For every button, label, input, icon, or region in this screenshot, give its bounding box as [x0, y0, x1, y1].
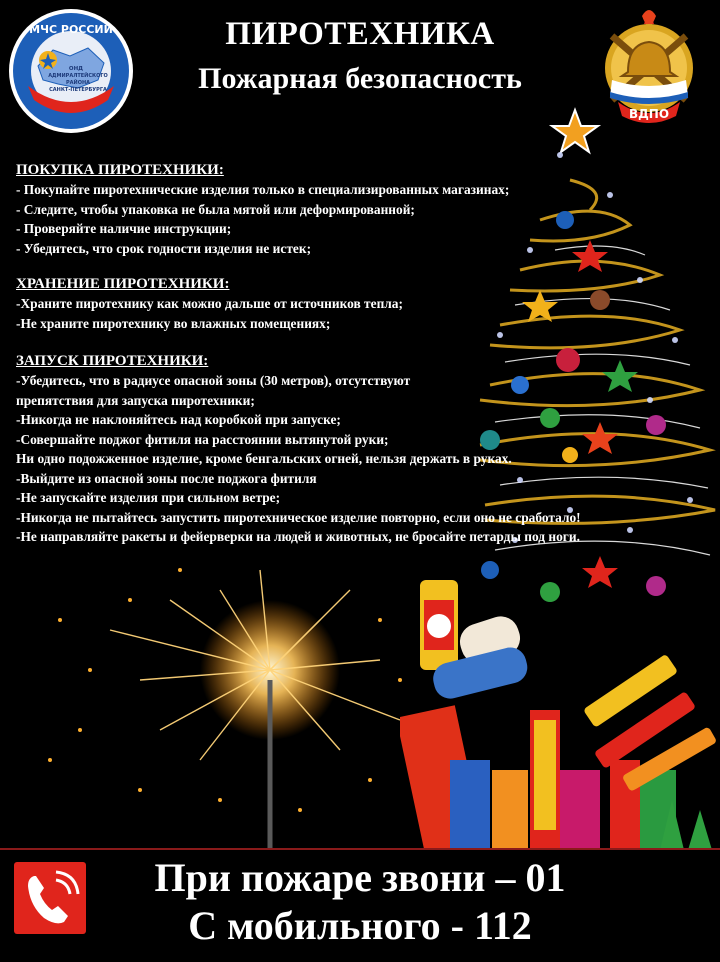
page-subtitle: Пожарная безопасность	[198, 62, 522, 95]
emblem-right-text: ВДПО	[628, 107, 670, 121]
safety-rules	[16, 160, 716, 547]
mchs-emblem	[8, 8, 134, 134]
rule-line: -Не запускайте изделия при сильном ветре;	[16, 490, 281, 505]
sparkler-illustration	[20, 560, 420, 850]
rule-line: - Покупайте пиротехнические изделия только в специализированных магазинах;	[16, 182, 510, 197]
svg-text:САНКТ-ПЕТЕРБУРГА: САНКТ-ПЕТЕРБУРГА	[49, 87, 107, 93]
page-title: ПИРОТЕХНИКА	[225, 16, 495, 52]
section-heading-purchase: ПОКУПКА ПИРОТЕХНИКИ:	[16, 162, 224, 178]
rule-line: препятствия для запуска пиротехники;	[16, 392, 255, 408]
rule-line: -Убедитесь, что в радиусе опасной зоны (30 метров), отсутствуют	[16, 373, 411, 388]
section-heading-launch: ЗАПУСК ПИРОТЕХНИКИ:	[16, 353, 209, 369]
rule-line: - Проверяйте наличие инструкции;	[16, 221, 232, 236]
rule-line: -Не направляйте ракеты и фейерверки на людей и животных, не бросайте петарды под ноги.	[16, 529, 580, 544]
rule-line: -Совершайте поджог фитиля на расстоянии вытянутой руки;	[16, 431, 389, 447]
fireworks-illustration	[400, 570, 720, 850]
rule-line: Ни одно подожженное изделие, кроме бенгальских огней, нельзя держать в руках.	[16, 451, 512, 466]
fire-call-number: При пожаре звони – 01	[154, 855, 566, 900]
phone-icon	[14, 862, 86, 934]
rule-line: -Никогда не пытайтесь запустить пиротехническое изделие повторно, если оно не сработало!	[16, 509, 581, 525]
rule-line: - Следите, чтобы упаковка не была мятой или деформированной;	[16, 201, 415, 217]
rule-line: -Выйдите из опасной зоны после поджога фитиля	[16, 470, 317, 486]
section-heading-storage: ХРАНЕНИЕ ПИРОТЕХНИКИ:	[16, 276, 230, 292]
rule-line: -Не храните пиротехнику во влажных помещениях;	[16, 315, 331, 331]
emblem-left-title: МЧС РОССИИ	[29, 23, 113, 36]
emergency-footer	[0, 848, 720, 962]
svg-text:ОНД: ОНД	[68, 66, 84, 72]
rule-line: -Никогда не наклоняйтесь над коробкой при запуске;	[16, 412, 341, 427]
svg-text:АДМИРАЛТЕЙСКОГО: АДМИРАЛТЕЙСКОГО	[48, 73, 108, 79]
mobile-call-number: С мобильного - 112	[188, 903, 532, 948]
rule-line: - Убедитесь, что срок годности изделия не истек;	[16, 240, 312, 256]
svg-text:РАЙОНА: РАЙОНА	[65, 80, 91, 86]
rule-line: -Храните пиротехнику как можно дальше от источников тепла;	[16, 296, 403, 311]
